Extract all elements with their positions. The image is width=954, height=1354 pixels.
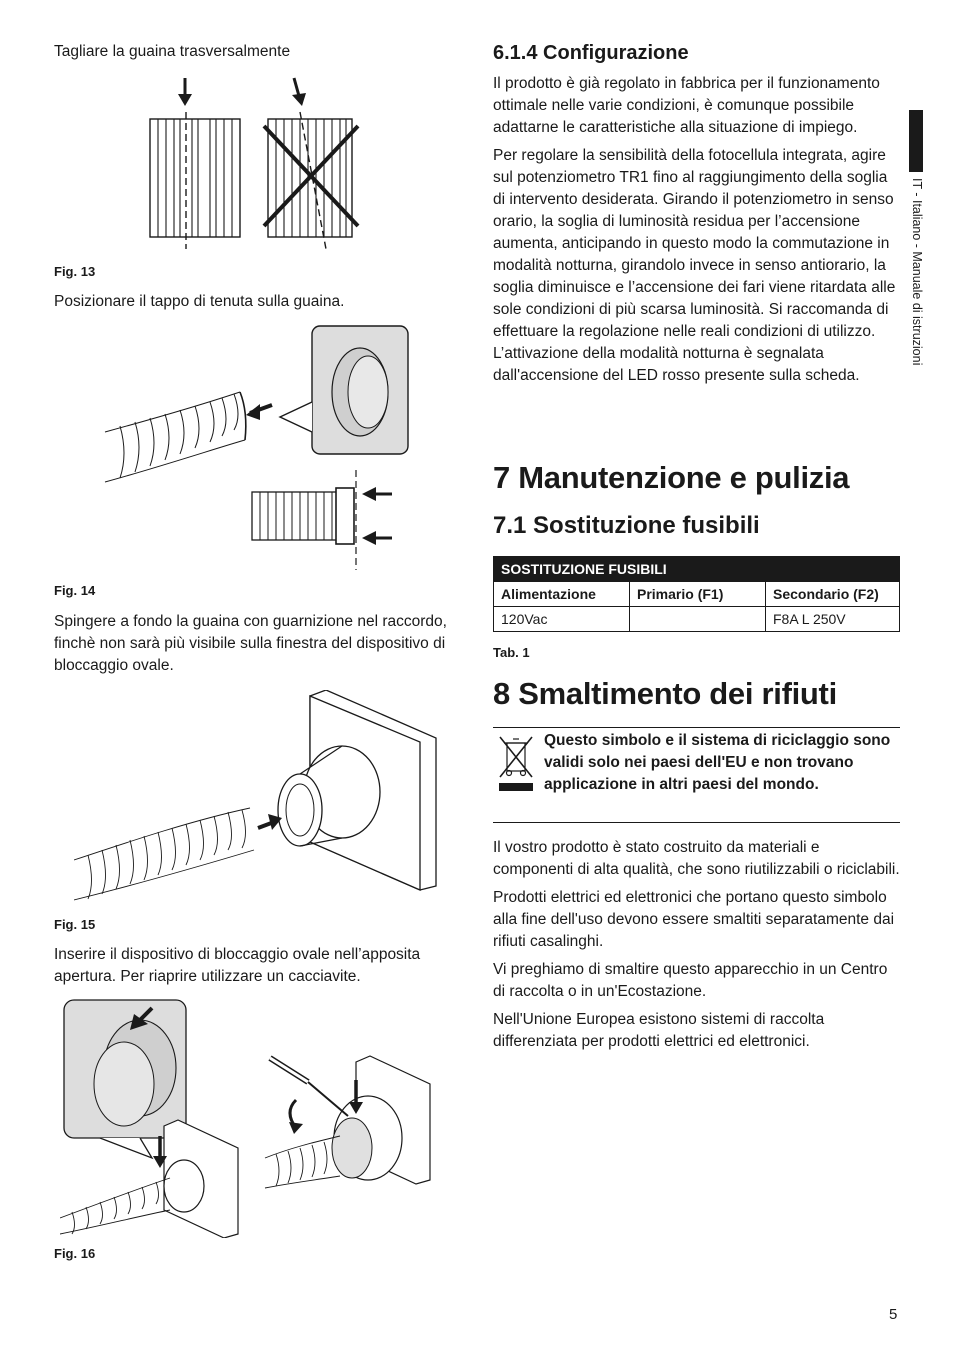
disposal-paragraph-1: Il vostro prodotto è stato costruito da materiali e componenti di alta qualità, che sono riutilizzabili o riciclabili. (493, 839, 900, 878)
fuse-table-cell: 120Vac (494, 607, 630, 632)
page-number: 5 (889, 1306, 898, 1323)
weee-notice: Questo simbolo e il sistema di riciclaggio sono validi solo nei paesi dell'EU e non trovano applicazione in altri paesi del mondo. (544, 732, 891, 793)
table-row (494, 607, 900, 632)
divider (493, 822, 900, 823)
fuse-table-caption: SOSTITUZIONE FUSIBILI (494, 557, 900, 582)
instruction-cap: Posizionare il tappo di tenuta sulla guaina. (54, 293, 345, 310)
detail-zoom-box (280, 326, 408, 454)
screwdriver-icon (270, 1058, 348, 1116)
section-title-configurazione: 6.1.4 Configurazione (493, 42, 689, 64)
flexible-hose (105, 392, 246, 482)
hose-left (60, 1160, 204, 1234)
fuse-table-header: Primario (F1) (630, 582, 766, 607)
fig15-illustration (74, 690, 444, 905)
fig16-illustration (60, 998, 460, 1238)
disposal-body (493, 837, 903, 1053)
instruction-push: Spingere a fondo la guaina con guarnizione nel raccordo, finchè non sarà più visibile sulla finestra del dispositivo di bloccaggio ovale. (54, 613, 447, 674)
fig13-illustration (140, 74, 370, 264)
config-body (493, 73, 903, 387)
fig14-label: Fig. 14 (54, 583, 96, 598)
fuse-table-cell (630, 607, 766, 632)
disposal-paragraph-2: Prodotti elettrici ed elettronici che portano questo simbolo alla fine dell'uso devono essere smaltiti separatamente dai rifiuti casalinghi. (493, 889, 895, 950)
fuse-table (493, 556, 900, 632)
tab1-label: Tab. 1 (493, 645, 530, 660)
divider (493, 727, 900, 728)
config-paragraph-2: Per regolare la sensibilità della fotocellula integrata, agire sul potenziometro TR1 fino al raggiungimento della soglia di intervento desiderata. Girando il potenziometro in senso orario, la soglia di luminosità residua per l’accensione aumenta, anticipando in questo modo la commutazione in modalità notturna, girandolo invece in senso antiorario, la soglia diminuisce e l’accensione dei fari viene ritardata alle sole condizioni di più scarsa luminosità. Si raccomanda di effettuare la regolazione nelle reali condizioni di utilizzo. L’attivazione della modalità notturna è segnalata dall'accensione del LED rosso presente sulla scheda. (493, 147, 896, 384)
oblique-cut-tube-wrong (264, 78, 358, 249)
config-paragraph-1: Il prodotto è già regolato in fabbrica per il funzionamento ottimale nelle varie condizioni, è comunque possibile adattarne le caratteristiche alla situazione di impiego. (493, 75, 880, 136)
instruction-cut: Tagliare la guaina trasversalmente (54, 43, 291, 60)
flexible-hose (74, 808, 254, 900)
sidebar-label: IT - Italiano - Manuale di istruzioni (910, 178, 924, 366)
seal-cap-on-hose (252, 470, 392, 570)
fuse-table-header: Alimentazione (494, 582, 630, 607)
weee-bin-icon (497, 735, 535, 793)
section-title-fusibili: 7.1 Sostituzione fusibili (493, 512, 760, 539)
disposal-paragraph-4: Nell'Unione Europea esistono sistemi di raccolta differenziata per prodotti elettrici ed elettronici. (493, 1011, 825, 1050)
fig16-label: Fig. 16 (54, 1246, 96, 1261)
fuse-table-header: Secondario (F2) (766, 582, 900, 607)
disposal-paragraph-3: Vi preghiamo di smaltire questo apparecchio in un Centro di raccolta o in un'Ecostazione. (493, 961, 888, 1000)
instruction-lock: Inserire il dispositivo di bloccaggio ovale nell’apposita apertura. Per riaprire utilizzare un cacciavite. (54, 946, 421, 985)
fig14-illustration (100, 322, 420, 572)
chapter-title-manutenzione: 7 Manutenzione e pulizia (493, 460, 850, 495)
straight-cut-tube (150, 78, 240, 249)
fuse-table-cell: F8A L 250V (766, 607, 900, 632)
chapter-title-smaltimento: 8 Smaltimento dei rifiuti (493, 676, 837, 711)
hose-right (265, 1096, 402, 1188)
language-tab-marker (909, 110, 923, 172)
fig13-label: Fig. 13 (54, 264, 96, 279)
fig15-label: Fig. 15 (54, 917, 96, 932)
